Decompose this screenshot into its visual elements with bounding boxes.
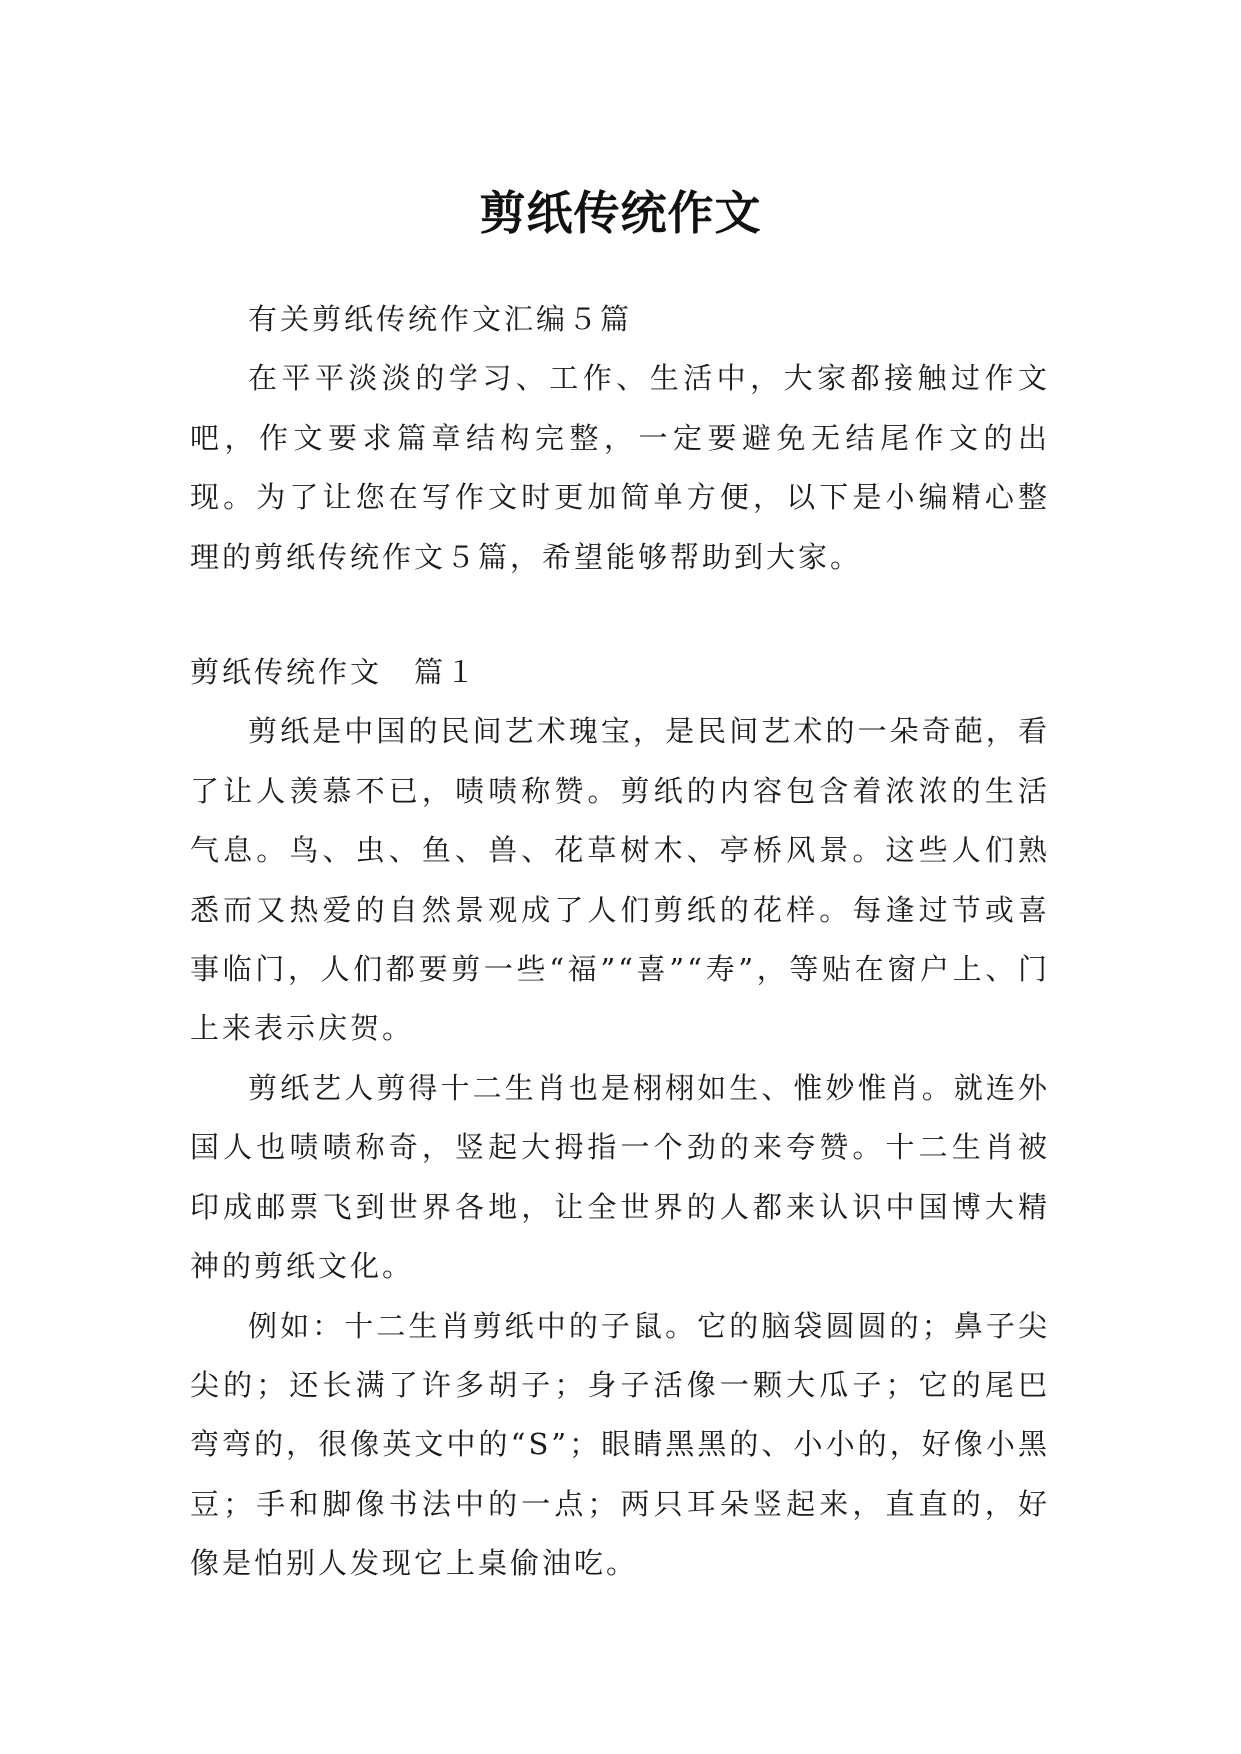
section-heading: 剪纸传统作文 篇１ <box>190 655 479 690</box>
body-paragraph: 剪纸艺人剪得十二生肖也是栩栩如生、惟妙惟肖。就连外国人也啧啧称奇，竖起大拇指一个劲的来夸赞。十二生肖被印成邮票飞到世界各地，让全世界的人都来认识中国博大精神的剪纸文化。 <box>190 1070 1050 1284</box>
body-paragraph: 例如：十二生肖剪纸中的子鼠。它的脑袋圆圆的；鼻子尖尖的；还长满了许多胡子；身子活像一颗大瓜子；它的尾巴弯弯的，很像英文中的“S”；眼睛黑黑的、小小的，好像小黑豆；手和脚像书法中的一点；两只耳朵竖起来，直直的，好像是怕别人发现它上桌偷油吃。 <box>190 1308 1050 1581</box>
document-subtitle: 有关剪纸传统作文汇编５篇 <box>248 302 633 336</box>
document-title: 剪纸传统作文 <box>479 185 762 240</box>
intro-paragraph: 在平平淡淡的学习、工作、生活中，大家都接触过作文吧，作文要求篇章结构完整，一定要避免无结尾作文的出现。为了让您在写作文时更加简单方便，以下是小编精心整理的剪纸传统作文５篇，希望能够帮助到大家。 <box>190 361 1050 574</box>
document-body <box>190 290 1050 1594</box>
body-paragraph: 剪纸是中国的民间艺术瑰宝，是民间艺术的一朵奇葩，看了让人羡慕不已，啧啧称赞。剪纸的内容包含着浓浓的生活气息。鸟、虫、鱼、兽、花草树木、亭桥风景。这些人们熟悉而又热爱的自然景观成了人们剪纸的花样。每逢过节或喜事临门，人们都要剪一些“福”“喜”“寿”，等贴在窗户上、门上来表示庆贺。 <box>190 714 1050 1046</box>
